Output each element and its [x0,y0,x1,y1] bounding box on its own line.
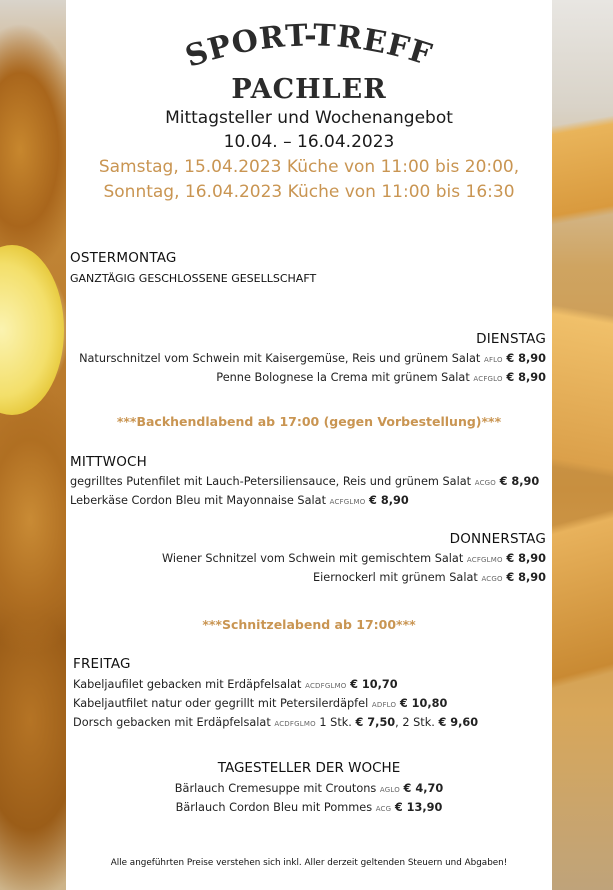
price: € 10,70 [350,678,398,691]
section-donnerstag [70,531,546,588]
price: € 13,90 [394,801,443,814]
section-mittwoch [70,454,548,511]
menu-item: Wiener Schnitzel vom Schwein mit gemischtem Salat ACFGLMO € 8,90 [161,552,546,565]
allergen-code: ACGO [481,575,503,583]
menu-item: Eiernockerl mit grünem Salat ACGO € 8,90 [312,571,546,584]
kitchen-hours-saturday: Samstag, 15.04.2023 Küche von 11:00 bis 20:00, [98,157,520,177]
week-dates: 10.04. – 16.04.2023 [223,132,395,152]
menu-item: Naturschnitzel vom Schwein mit Kaisergemüse, Reis und grünem Salat AFLO € 8,90 [79,352,546,365]
allergen-code: ACDFGLMO [305,682,347,690]
section-ostermontag [70,250,548,285]
special-schnitzelabend: ***Schnitzelabend ab 17:00*** [202,617,416,632]
price: € 8,90 [506,552,546,565]
price-disclaimer: Alle angeführten Preise verstehen sich inkl. Aller derzeit geltenden Steuern und Abgaben! [110,858,508,868]
section-tagesteller [66,760,552,818]
price: € 10,80 [399,697,448,710]
logo-line2: PACHLER [231,74,387,105]
price: € 7,50 [355,716,396,729]
logo-line1: SPORT-TREFF [181,22,437,75]
closed-notice: GANZTÄGIG GESCHLOSSENE GESELLSCHAFT [70,272,317,285]
section-freitag [73,656,551,733]
menu-item: Bärlauch Cordon Bleu mit Pommes ACG € 13,90 [175,801,443,814]
price: € 8,90 [506,571,546,584]
section-dienstag [70,331,546,388]
menu-item: Kabeljaufilet gebacken mit Erdäpfelsalat ACDFGLMO € 10,70 [73,678,398,691]
allergen-code: ACGO [474,479,496,487]
special-backhendlabend: ***Backhendlabend ab 17:00 (gegen Vorbestellung)*** [116,414,502,429]
price: € 8,90 [506,371,546,384]
menu-item: Penne Bolognese la Crema mit grünem Salat ACFGLO € 8,90 [216,371,546,384]
schnitzel-photo [0,0,66,890]
kitchen-hours-sunday: Sonntag, 16.04.2023 Küche von 11:00 bis 16:30 [103,182,515,202]
menu-subtitle: Mittagsteller und Wochenangebot [165,108,453,128]
menu-item: Bärlauch Cremesuppe mit Croutons AGLO € 4,70 [174,782,444,795]
day-heading: MITTWOCH [70,454,148,470]
menu-item: Dorsch gebacken mit Erdäpfelsalat ACDFGLMO 1 Stk. € 7,50, 2 Stk. € 9,60 [73,716,479,729]
allergen-code: AFLO [483,356,503,364]
menu-item: Kabeljautfilet natur oder gegrillt mit Petersilerdäpfel ADFLO € 10,80 [73,697,448,710]
allergen-code: ACFGLMO [466,556,503,564]
section-heading: TAGESTELLER DER WOCHE [217,760,401,776]
fries-photo [551,0,613,890]
allergen-code: ACFGLO [473,375,503,383]
price: € 8,90 [499,475,540,488]
price: € 9,60 [438,716,479,729]
day-heading: OSTERMONTAG [70,250,177,266]
day-heading: FREITAG [73,656,131,672]
day-heading: DIENSTAG [476,331,546,347]
allergen-code: ACG [375,805,392,813]
price: € 4,70 [403,782,444,795]
menu-item: Leberkäse Cordon Bleu mit Mayonnaise Salat ACFGLMO € 8,90 [70,494,409,507]
price: € 8,90 [506,352,546,365]
allergen-code: ACFGLMO [329,498,366,506]
allergen-code: ADFLO [371,701,397,709]
portion-label: , 2 Stk. [395,716,435,729]
portion-label: 1 Stk. [319,716,352,729]
day-heading: DONNERSTAG [449,531,546,547]
price: € 8,90 [369,494,409,507]
logo [66,22,552,112]
menu-item: gegrilltes Putenfilet mit Lauch-Petersiliensauce, Reis und grünem Salat ACGO € 8,90 [70,475,540,488]
allergen-code: ACDFGLMO [274,720,316,728]
allergen-code: AGLO [379,786,400,794]
